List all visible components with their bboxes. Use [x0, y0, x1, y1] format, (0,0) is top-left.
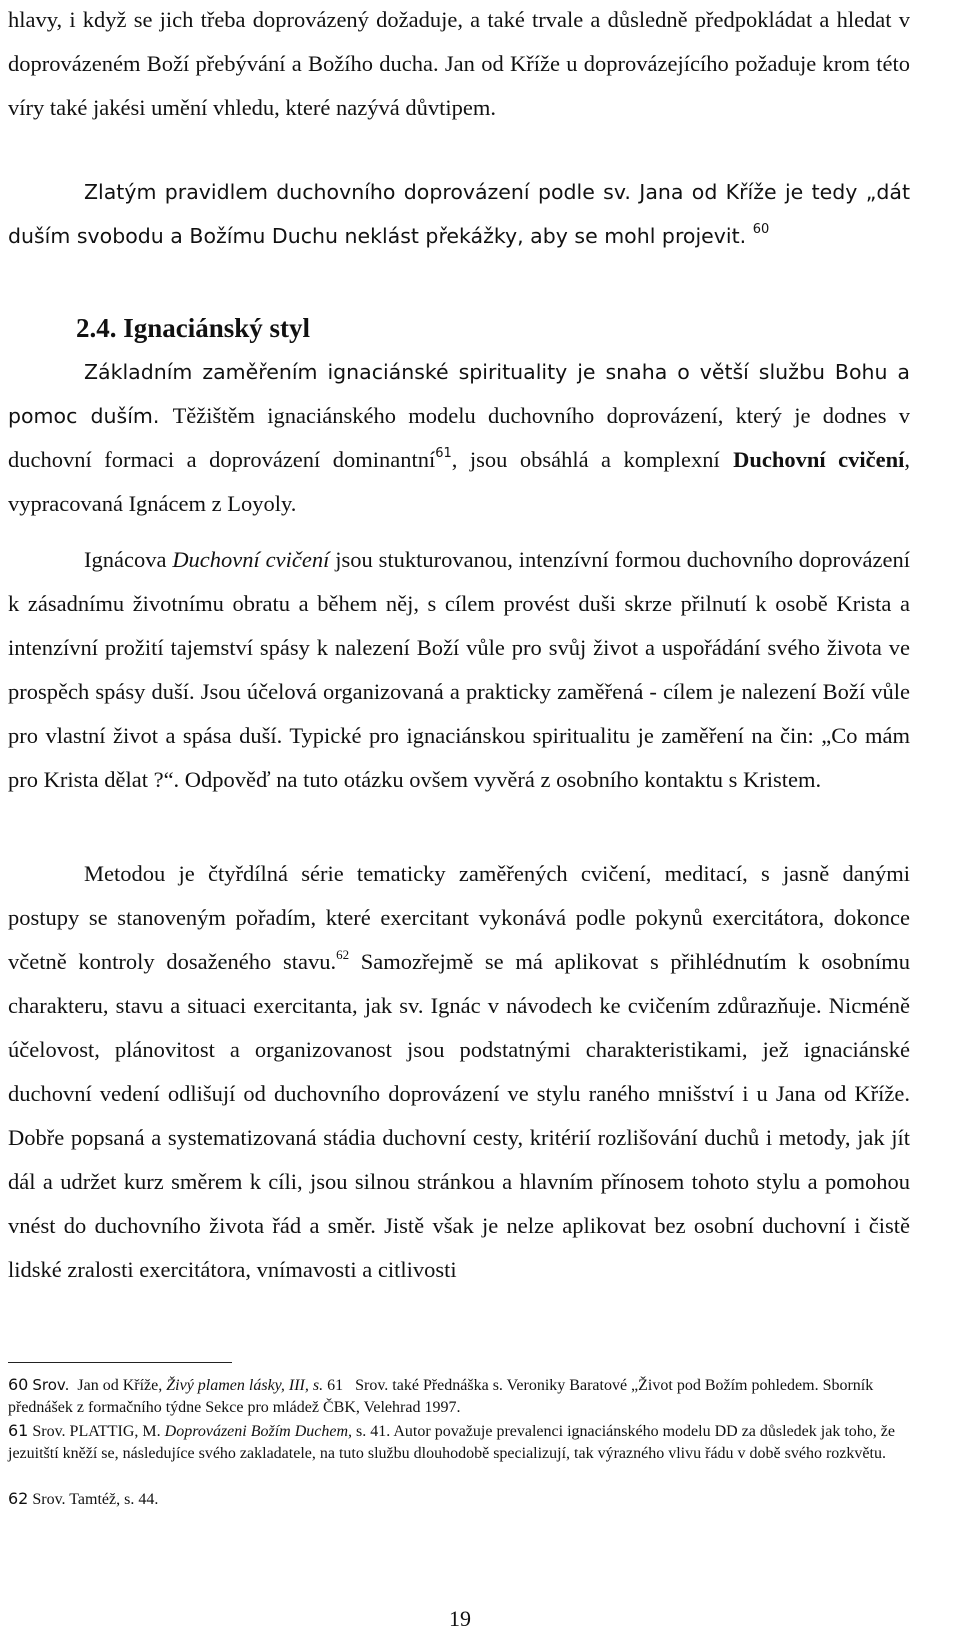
paragraph-exercises: Ignácova Duchovní cvičení jsou stukturovanou, intenzívní formou duchovního doprovázení k zásadnímu životnímu obratu a během něj, s cílem provést duši skrze přilnutí k osobě Krista a intenzívní prožití tajemství spásy k nalezení Boží vůle pro svůj život a uspořádání svého života ve prospěch spásy duší. Jsou účelová organizovaná a prakticky zaměřená - cílem je nalezení Boží vůle pro vlastní život a spása duší. Typické pro ignaciánskou spiritualitu je zaměření na čin: „Co mám pro Krista dělat ?“. Odpověď na tuto otázku ovšem vyvěrá z osobního kontaktu s Kristem.: [8, 547, 911, 792]
footnote-62: 62 Srov. Tamtéž, s. 44.: [8, 1489, 159, 1508]
paragraph-intro: Základním zaměřením ignaciánské spirituality je snaha o větší službu Bohu a pomoc duším. Těžištěm ignaciánského modelu duchovního doprovázení, který je dodnes v duchovní formaci a doprovázení dominantní$^{61}$, jsou obsáhlá a komplexní Duchovní cvičení, vypracovaná Ignácem z Loyoly.: [8, 360, 910, 516]
paragraph-top: hlavy, i když se jich třeba doprovázený dožaduje, a také trvale a důsledně předpokládat a hledat v doprovázeném Boží přebývání a Božího ducha. Jan od Kříže u doprovázejícího požaduje krom této víry také jakési umění vhledu, které nazývá důvtipem.: [8, 7, 910, 120]
page-number: 19: [449, 1606, 471, 1631]
footnote-ref-62[interactable]: 62: [336, 947, 350, 962]
italic-title: Duchovní cvičení: [172, 547, 330, 572]
bold-term: Duchovní cvičení: [733, 447, 905, 472]
footnote-ref-61[interactable]: 61: [435, 446, 452, 461]
paragraph-method: Metodou je čtyřdílná série tematicky zaměřených cvičení, meditací, s jasně danými postupy se stanoveným pořadím, které exercitant vykonává podle pokynů exercitátora, dokonce včetně kontroly dosaženého stavu.$^{62}$ Samozřejmě se má aplikovat s přihlédnutím k osobnímu charakteru, stavu a situaci exercitanta, jak sv. Ignác v návodech ke cvičením zdůrazňuje. Nicméně účelovost, plánovitost a organizovanost jsou podstatnými charakteristikami, jež ignaciánské duchovní vedení odlišují od duchovního doprovázení ve stylu raného mnišství i u Jana od Kříže. Dobře popsaná a systematizovaná stádia duchovní cesty, kritérií rozlišování duchů i metody, jak jít dál a udržet kurz směrem k cíli, jsou silnou stránkou a hlavním přínosem tohoto stylu a pomohou vnést do duchovního života řád a směr. Jistě však je nelze aplikovat bez osobní duchovní i čistě lidské zralosti exercitátora, vnímavosti a citlivosti: [8, 861, 910, 1282]
section-heading: 2.4. Ignaciánský styl: [76, 313, 311, 343]
footnote-60: 60 Srov. Jan od Kříže, Živý plamen lásky, III, s. 61 Srov. také Přednáška s. Veroniky Baratové „Život pod Božím pohledem. Sborník přednášek z formačního týdne Sekce pro mládež ČBK, Velehrad 1997.: [8, 1375, 874, 1416]
footnote-ref-60[interactable]: 60: [752, 222, 770, 237]
footnote-61: 61 Srov. PLATTIG, M. Doprovázeni Božím Duchem, s. 41. Autor považuje prevalenci ignaciánského modelu DD za důsledek jak toho, že jezuitští kněží se, následujíce svého zakladatele, na tuto službu dlouhodobě specializují, tak výrazného vlivu řádu v době svého rozkvětu.: [8, 1421, 895, 1462]
paragraph-golden-rule: Zlatým pravidlem duchovního doprovázení podle sv. Jana od Kříže je tedy „dát duším svobodu a Božímu Duchu neklást překážky, aby se mohl projevit. $^{60}$: [8, 180, 910, 248]
footnote-separator: [8, 1362, 232, 1363]
